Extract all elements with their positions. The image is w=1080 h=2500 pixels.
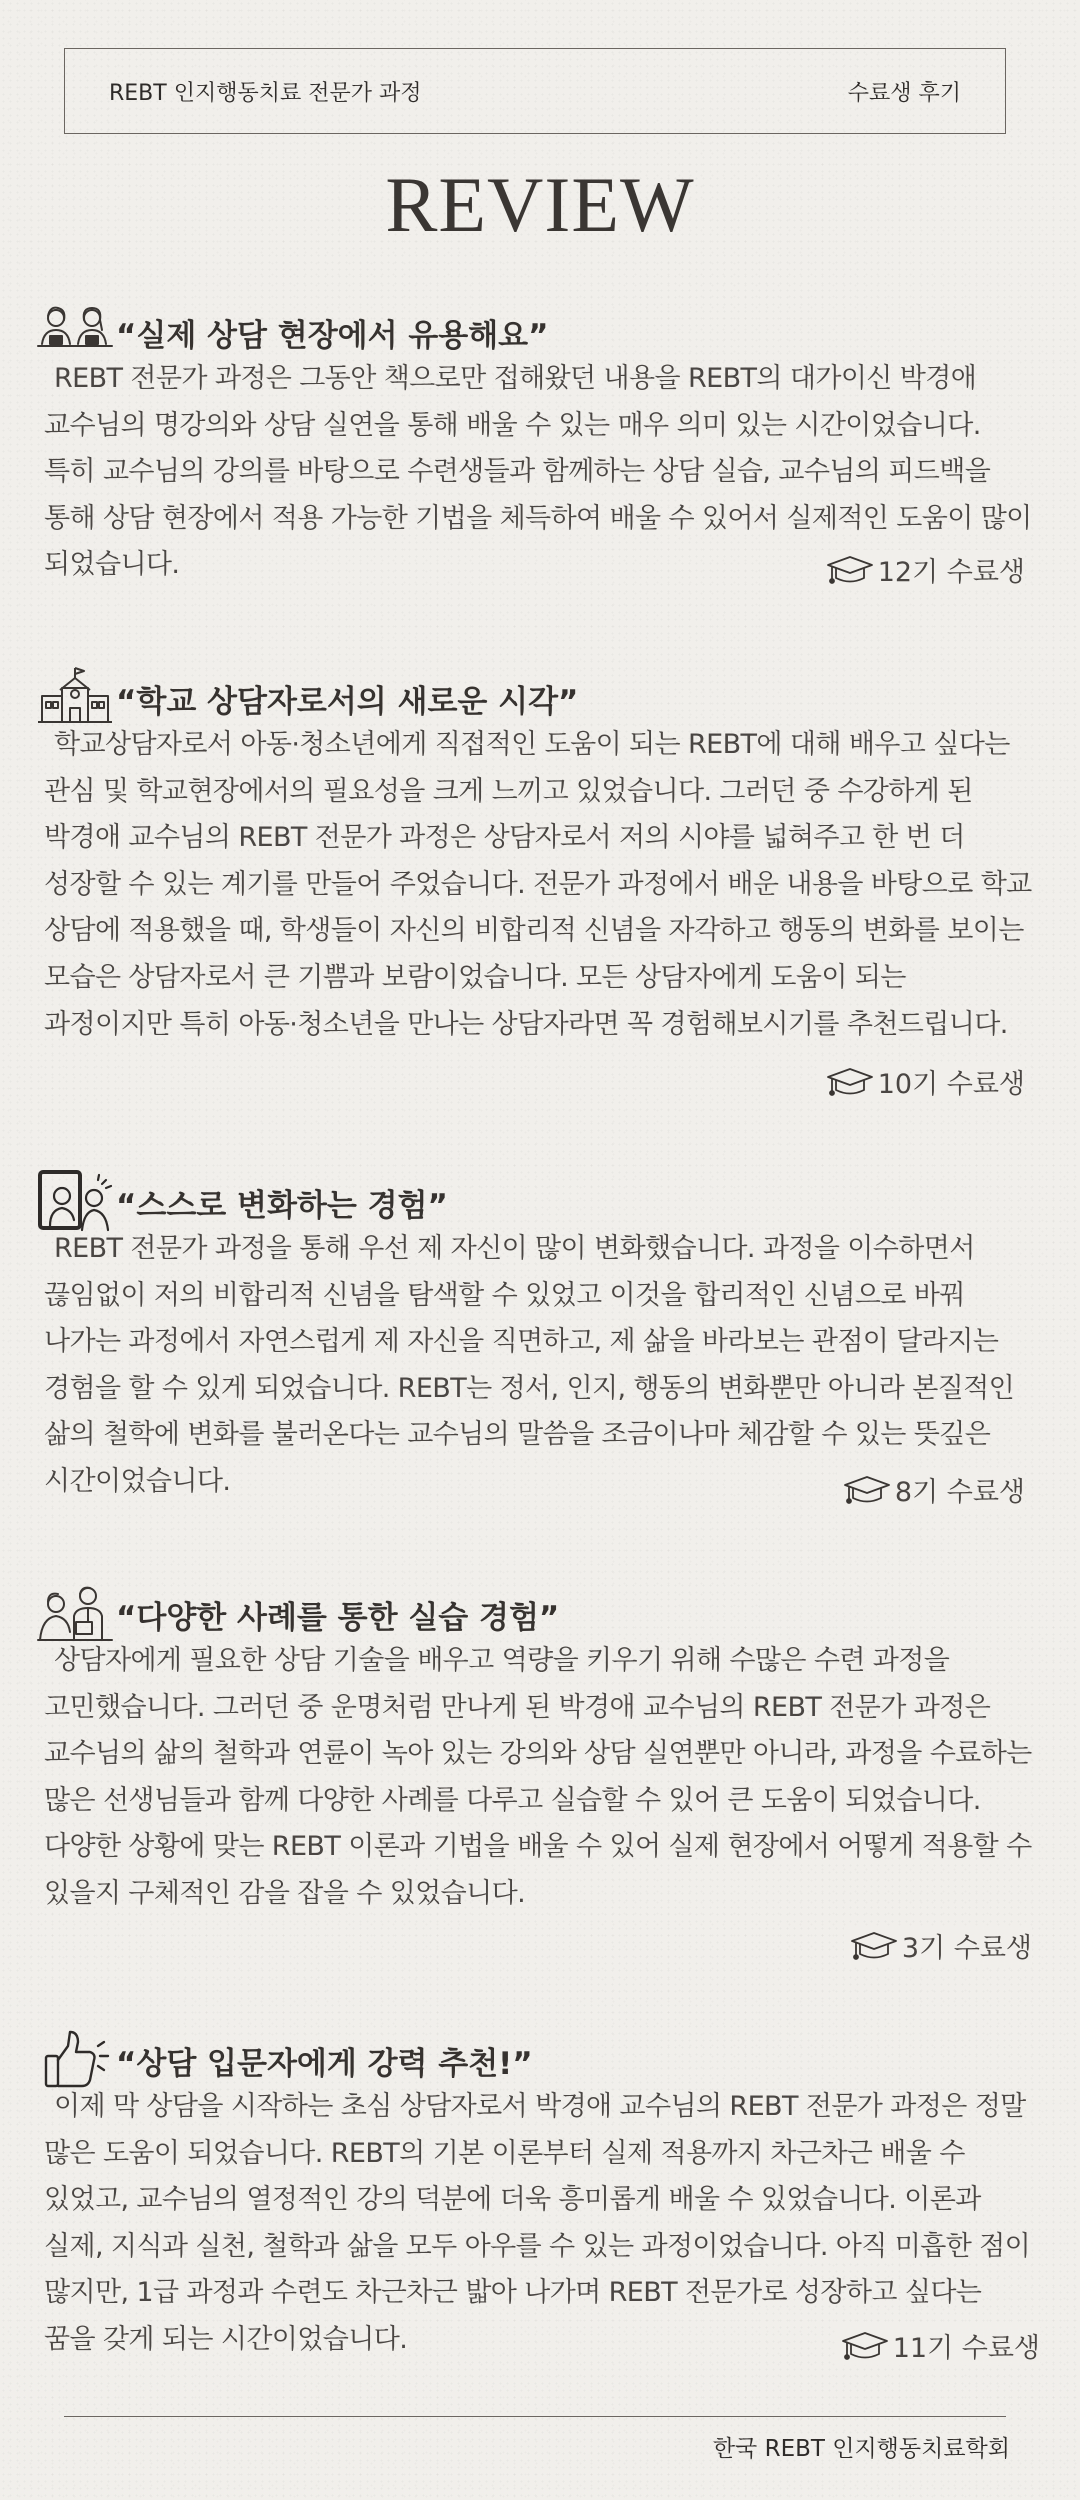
footer-organization: 한국 REBT 인지행동치료학회	[712, 2436, 1010, 2462]
cohort-badge	[844, 1926, 1032, 1965]
cohort-label: 11기 수료생	[892, 2333, 1040, 2364]
cohort-badge	[820, 1062, 1025, 1101]
review-card	[0, 666, 1080, 1100]
cohort-label: 12기 수료생	[877, 557, 1025, 588]
thumbs-up-icon	[36, 2028, 114, 2092]
review-headline: “실제 상담 현장에서 유용해요”	[116, 318, 549, 354]
cohort-badge	[820, 550, 1025, 589]
cohort-badge	[835, 2326, 1040, 2365]
review-body: 상담자에게 필요한 상담 기술을 배우고 역량을 키우기 위해 수많은 수련 과정을 고민했습니다. 그러던 중 운명처럼 만나게 된 박경애 교수님의 REBT 전문가 과정은 교수님의 삶의 철학과 연륜이 녹아 있는 강의와 상담 실연뿐만 아니라, 과정을 수료하는 많은 선생님들과 함께 다양한 사례를 다루고 실습할 수 있어 큰 도움이 되었습니다. 다양한 상황에 맞는 REBT 이론과 기법을 배울 수 있어 실제 현장에서 어떻게 적용할 수 있을지 구체적인 감을 잡을 수 있었습니다.	[44, 1645, 1032, 1909]
review-body: REBT 전문가 과정을 통해 우선 제 자신이 많이 변화했습니다. 과정을 이수하면서 끊임없이 저의 비합리적 신념을 탐색할 수 있었고 이것을 합리적인 신념으로 바꿔 나가는 과정에서 자연스럽게 제 자신을 직면하고, 제 삶을 바라보는 관점이 달라지는 경험을 할 수 있게 되었습니다. REBT는 정서, 인지, 행동의 변화뿐만 아니라 본질적인 삶의 철학에 변화를 불러온다는 교수님의 말씀을 조금이나마 체감할 수 있는 뜻깊은 시간이었습니다.	[44, 1233, 1015, 1497]
review-body: 이제 막 상담을 시작하는 초심 상담자로서 박경애 교수님의 REBT 전문가 과정은 정말 많은 도움이 되었습니다. REBT의 기본 이론부터 실제 적용까지 차근차근 배울 수 있었고, 교수님의 열정적인 강의 덕분에 더욱 흥미롭게 배울 수 있었습니다. 이론과 실제, 지식과 실천, 철학과 삶을 모두 아우를 수 있는 과정이었습니다. 아직 미흡한 점이 많지만, 1급 과정과 수련도 차근차근 밟아 나가며 REBT 전문가로 성장하고 싶다는 꿈을 갖게 되는 시간이었습니다.	[44, 2091, 1031, 2355]
review-headline: “상담 입문자에게 강력 추천!”	[116, 2046, 533, 2082]
review-card	[0, 1170, 1080, 1508]
graduation-cap-icon	[824, 553, 874, 587]
review-body: REBT 전문가 과정은 그동안 책으로만 접해왔던 내용을 REBT의 대가이신 박경애 교수님의 명강의와 상담 실연을 통해 배울 수 있는 매우 의미 있는 시간이었습니다. 특히 교수님의 강의를 바탕으로 수련생들과 함께하는 상담 실습, 교수님의 피드백을 통해 상담 현장에서 적용 가능한 기법을 체득하여 배울 수 있어서 실제적인 도움이 많이 되었습니다.	[44, 363, 1032, 581]
counselors-icon	[36, 300, 114, 364]
review-body: 학교상담자로서 아동·청소년에게 직접적인 도움이 되는 REBT에 대해 배우고 싶다는 관심 및 학교현장에서의 필요성을 크게 느끼고 있었습니다. 그러던 중 수강하게 된 박경애 교수님의 REBT 전문가 과정은 상담자로서 저의 시야를 넓혀주고 한 번 더 성장할 수 있는 계기를 만들어 주었습니다. 전문가 과정에서 배운 내용을 바탕으로 학교 상담에 적용했을 때, 학생들이 자신의 비합리적 신념을 자각하고 행동의 변화를 보이는 모습은 상담자로서 큰 기쁨과 보람이었습니다. 모든 상담자에게 도움이 되는 과정이지만 특히 아동·청소년을 만나는 상담자라면 꼭 경험해보시기를 추천드립니다.	[44, 729, 1032, 1040]
review-card	[0, 1582, 1080, 1964]
review-headline: “스스로 변화하는 경험”	[116, 1188, 448, 1224]
counseling-session-icon	[36, 1582, 114, 1646]
header-box	[64, 48, 1006, 134]
cohort-badge	[837, 1470, 1025, 1509]
course-name: REBT 인지행동치료 전문가 과정	[109, 80, 422, 106]
cohort-label: 3기 수료생	[901, 1933, 1032, 1964]
graduation-cap-icon	[848, 1929, 898, 1963]
page-title: REVIEW	[385, 161, 695, 248]
review-headline: “다양한 사례를 통한 실습 경험”	[116, 1600, 560, 1636]
footer-divider	[64, 2416, 1006, 2417]
cohort-label: 10기 수료생	[877, 1069, 1025, 1100]
section-label: 수료생 후기	[847, 80, 961, 106]
school-icon	[36, 666, 114, 730]
cohort-label: 8기 수료생	[894, 1477, 1025, 1508]
review-card	[0, 300, 1080, 588]
graduation-cap-icon	[839, 2329, 889, 2363]
review-headline: “학교 상담자로서의 새로운 시각”	[116, 684, 579, 720]
review-card	[0, 2028, 1080, 2364]
mirror-reflection-icon	[36, 1170, 114, 1234]
graduation-cap-icon	[824, 1065, 874, 1099]
graduation-cap-icon	[841, 1473, 891, 1507]
